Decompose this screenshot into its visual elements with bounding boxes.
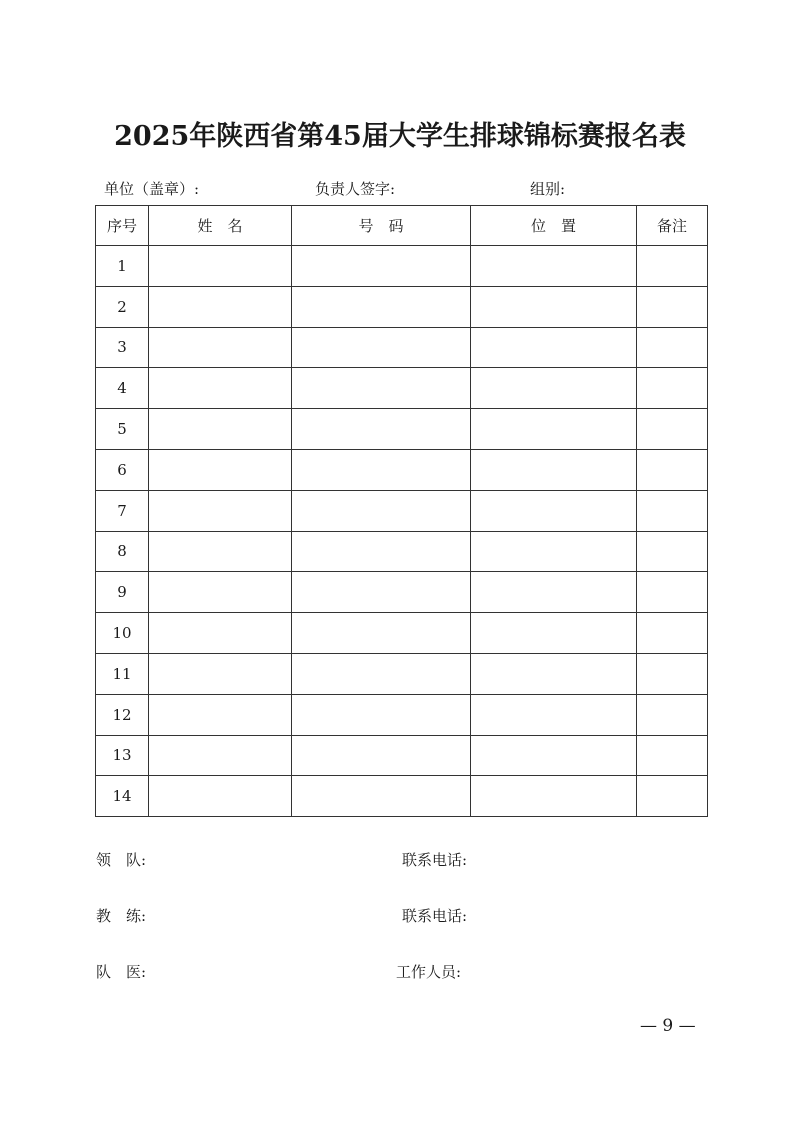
number-cell[interactable]: [292, 531, 471, 572]
number-cell[interactable]: [292, 572, 471, 613]
row-index: 6: [96, 449, 149, 490]
row-index: 14: [96, 776, 149, 817]
table-row: [96, 368, 708, 409]
number-cell[interactable]: [292, 449, 471, 490]
number-cell[interactable]: [292, 246, 471, 287]
remarks-cell[interactable]: [637, 572, 708, 613]
name-cell[interactable]: [149, 246, 292, 287]
team-doctor-label: 队 医:: [96, 963, 147, 981]
row-index: 10: [96, 613, 149, 654]
number-cell[interactable]: [292, 368, 471, 409]
position-cell[interactable]: [471, 776, 637, 817]
name-cell[interactable]: [149, 449, 292, 490]
table-row: [96, 327, 708, 368]
number-cell[interactable]: [292, 613, 471, 654]
row-index: 1: [96, 246, 149, 287]
table-row: [96, 572, 708, 613]
table-row: [96, 286, 708, 327]
table-row: [96, 246, 708, 287]
table-row: [96, 531, 708, 572]
position-cell[interactable]: [471, 449, 637, 490]
staff-label: 工作人员:: [396, 963, 462, 981]
row-index: 7: [96, 490, 149, 531]
remarks-cell[interactable]: [637, 327, 708, 368]
table-row: [96, 735, 708, 776]
team-leader-label: 领 队:: [96, 851, 147, 869]
header-index: 序号: [96, 206, 149, 246]
name-cell[interactable]: [149, 613, 292, 654]
group-label: 组别:: [530, 180, 566, 198]
position-cell[interactable]: [471, 246, 637, 287]
footer-row-leader: [0, 849, 800, 869]
header-position: 位 置: [471, 206, 637, 246]
name-cell[interactable]: [149, 368, 292, 409]
header-remarks: 备注: [637, 206, 708, 246]
footer-row-coach: [0, 905, 800, 925]
row-index: 2: [96, 286, 149, 327]
row-index: 8: [96, 531, 149, 572]
number-cell[interactable]: [292, 776, 471, 817]
form-meta-row: [0, 178, 800, 198]
name-cell[interactable]: [149, 531, 292, 572]
header-number: 号 码: [292, 206, 471, 246]
row-index: 11: [96, 653, 149, 694]
footer-row-doctor: [0, 961, 800, 981]
name-cell[interactable]: [149, 735, 292, 776]
name-cell[interactable]: [149, 327, 292, 368]
remarks-cell[interactable]: [637, 613, 708, 654]
name-cell[interactable]: [149, 572, 292, 613]
header-name: 姓 名: [149, 206, 292, 246]
page-number: — 9 —: [640, 1016, 696, 1036]
position-cell[interactable]: [471, 694, 637, 735]
row-index: 3: [96, 327, 149, 368]
table-row: [96, 490, 708, 531]
row-index: 12: [96, 694, 149, 735]
number-cell[interactable]: [292, 490, 471, 531]
unit-seal-label: 单位（盖章）:: [104, 180, 200, 198]
row-index: 5: [96, 409, 149, 450]
table-row: [96, 694, 708, 735]
number-cell[interactable]: [292, 409, 471, 450]
registration-table: [95, 205, 708, 817]
position-cell[interactable]: [471, 490, 637, 531]
name-cell[interactable]: [149, 409, 292, 450]
remarks-cell[interactable]: [637, 531, 708, 572]
position-cell[interactable]: [471, 327, 637, 368]
position-cell[interactable]: [471, 735, 637, 776]
table-body: [96, 246, 708, 817]
position-cell[interactable]: [471, 572, 637, 613]
position-cell[interactable]: [471, 409, 637, 450]
remarks-cell[interactable]: [637, 286, 708, 327]
position-cell[interactable]: [471, 368, 637, 409]
row-index: 13: [96, 735, 149, 776]
table-row: [96, 613, 708, 654]
remarks-cell[interactable]: [637, 735, 708, 776]
contact-phone-label: 联系电话:: [402, 851, 468, 869]
remarks-cell[interactable]: [637, 776, 708, 817]
remarks-cell[interactable]: [637, 449, 708, 490]
contact-phone-label: 联系电话:: [402, 907, 468, 925]
leader-signature-label: 负责人签字:: [315, 180, 396, 198]
position-cell[interactable]: [471, 653, 637, 694]
name-cell[interactable]: [149, 286, 292, 327]
number-cell[interactable]: [292, 327, 471, 368]
position-cell[interactable]: [471, 286, 637, 327]
row-index: 4: [96, 368, 149, 409]
table-row: [96, 409, 708, 450]
name-cell[interactable]: [149, 694, 292, 735]
name-cell[interactable]: [149, 776, 292, 817]
remarks-cell[interactable]: [637, 409, 708, 450]
number-cell[interactable]: [292, 653, 471, 694]
coach-label: 教 练:: [96, 907, 147, 925]
number-cell[interactable]: [292, 694, 471, 735]
remarks-cell[interactable]: [637, 246, 708, 287]
number-cell[interactable]: [292, 735, 471, 776]
position-cell[interactable]: [471, 531, 637, 572]
row-index: 9: [96, 572, 149, 613]
number-cell[interactable]: [292, 286, 471, 327]
name-cell[interactable]: [149, 490, 292, 531]
name-cell[interactable]: [149, 653, 292, 694]
remarks-cell[interactable]: [637, 368, 708, 409]
remarks-cell[interactable]: [637, 490, 708, 531]
position-cell[interactable]: [471, 613, 637, 654]
remarks-cell[interactable]: [637, 653, 708, 694]
table-row: [96, 449, 708, 490]
table-row: [96, 653, 708, 694]
table-header-row: [96, 206, 708, 246]
page-title: 2025年陕西省第45届大学生排球锦标赛报名表: [114, 121, 686, 152]
table-row: [96, 776, 708, 817]
remarks-cell[interactable]: [637, 694, 708, 735]
